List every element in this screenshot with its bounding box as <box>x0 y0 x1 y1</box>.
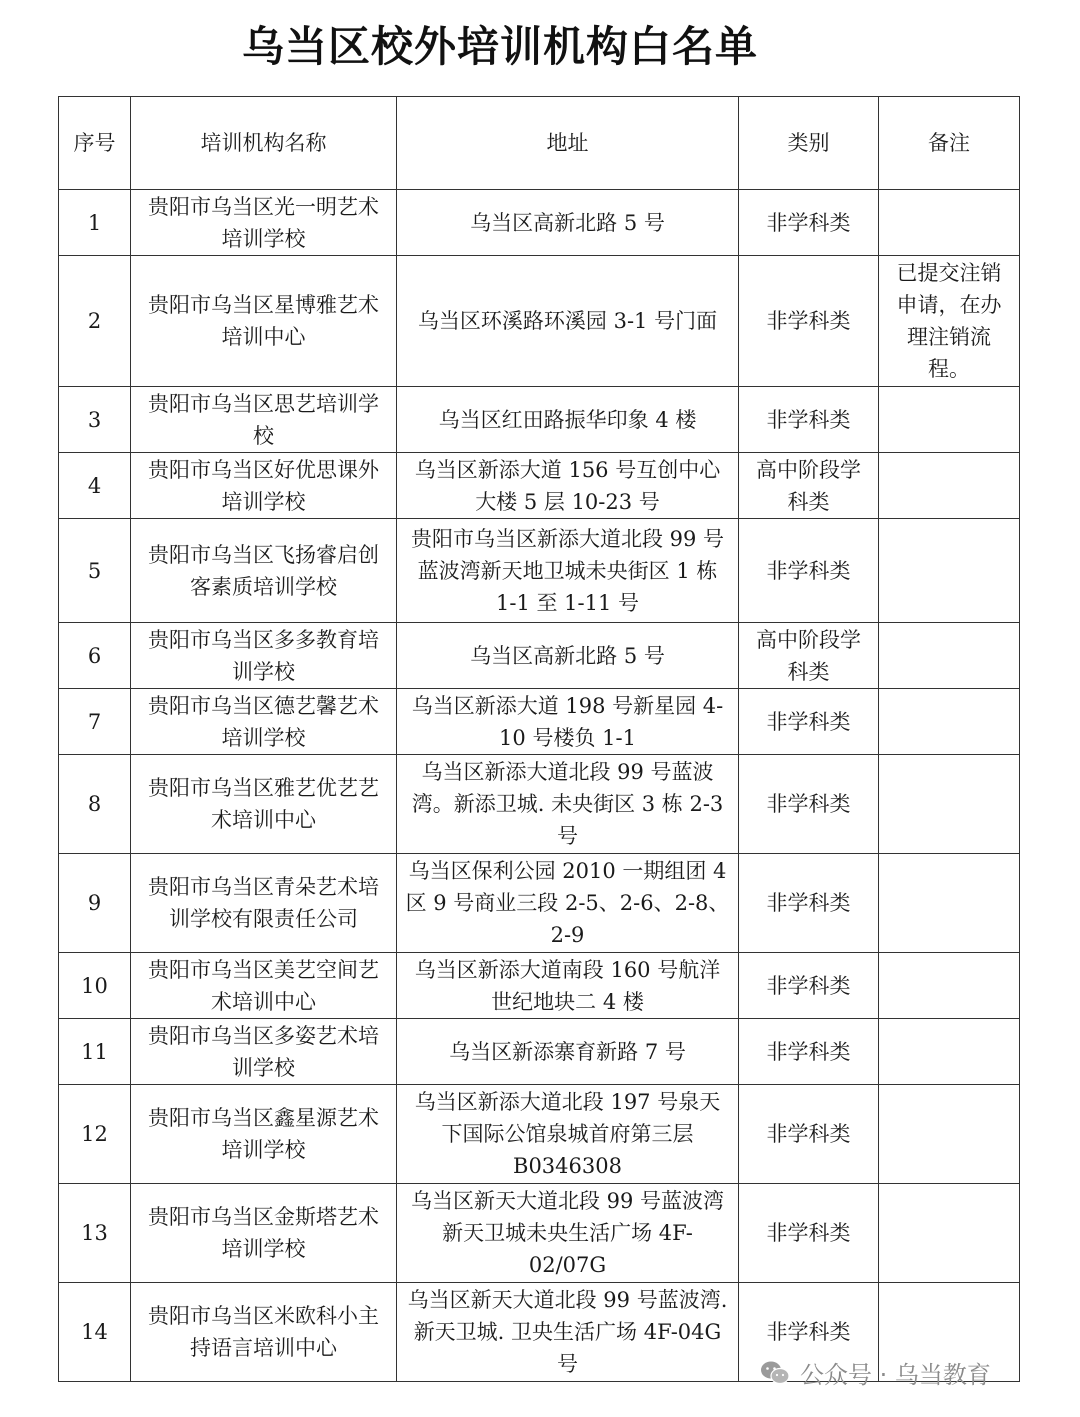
table-row <box>59 519 1020 623</box>
cell-number: 7 <box>59 689 131 755</box>
cell-address: 乌当区新添大道 156 号互创中心大楼 5 层 10-23 号 <box>397 453 739 519</box>
table-row <box>59 854 1020 953</box>
cell-address: 贵阳市乌当区新添大道北段 99 号蓝波湾新天地卫城未央街区 1 栋 1-1 至 1-11 号 <box>397 519 739 623</box>
table-row <box>59 453 1020 519</box>
cell-note <box>879 953 1020 1019</box>
cell-address: 乌当区新添大道北段 99 号蓝波湾。新添卫城. 未央街区 3 栋 2-3 号 <box>397 755 739 854</box>
header-note: 备注 <box>879 97 1020 190</box>
header-number: 序号 <box>59 97 131 190</box>
cell-number: 14 <box>59 1283 131 1382</box>
cell-institution-name: 贵阳市乌当区鑫星源艺术培训学校 <box>131 1085 397 1184</box>
cell-note <box>879 1184 1020 1283</box>
cell-category: 非学科类 <box>739 854 879 953</box>
table-row <box>59 953 1020 1019</box>
cell-note <box>879 387 1020 453</box>
cell-category: 高中阶段学科类 <box>739 453 879 519</box>
cell-address: 乌当区保利公园 2010 一期组团 4 区 9 号商业三段 2-5、2-6、2-8、2-9 <box>397 854 739 953</box>
cell-note <box>879 453 1020 519</box>
cell-number: 5 <box>59 519 131 623</box>
table-row <box>59 1085 1020 1184</box>
cell-address: 乌当区红田路振华印象 4 楼 <box>397 387 739 453</box>
cell-category: 非学科类 <box>739 1184 879 1283</box>
cell-category: 非学科类 <box>739 256 879 387</box>
cell-category: 非学科类 <box>739 953 879 1019</box>
cell-address: 乌当区环溪路环溪园 3-1 号门面 <box>397 256 739 387</box>
cell-number: 3 <box>59 387 131 453</box>
cell-category: 非学科类 <box>739 519 879 623</box>
cell-institution-name: 贵阳市乌当区思艺培训学校 <box>131 387 397 453</box>
cell-category: 高中阶段学科类 <box>739 623 879 689</box>
page-title: 乌当区校外培训机构白名单 <box>241 22 758 71</box>
cell-category: 非学科类 <box>739 755 879 854</box>
table-row <box>59 387 1020 453</box>
header-address: 地址 <box>397 97 739 190</box>
cell-institution-name: 贵阳市乌当区星博雅艺术培训中心 <box>131 256 397 387</box>
cell-category: 非学科类 <box>739 689 879 755</box>
cell-institution-name: 贵阳市乌当区好优思课外培训学校 <box>131 453 397 519</box>
cell-address: 乌当区新添寨育新路 7 号 <box>397 1019 739 1085</box>
cell-note <box>879 623 1020 689</box>
cell-number: 10 <box>59 953 131 1019</box>
cell-institution-name: 贵阳市乌当区米欧科小主持语言培训中心 <box>131 1283 397 1382</box>
table-row <box>59 755 1020 854</box>
watermark-text: 公众号 · 乌当教育 <box>800 1361 991 1389</box>
cell-number: 4 <box>59 453 131 519</box>
cell-address: 乌当区新添大道北段 197 号泉天下国际公馆泉城首府第三层 B0346308 <box>397 1085 739 1184</box>
cell-note: 已提交注销申请，在办理注销流程。 <box>879 256 1020 387</box>
cell-number: 9 <box>59 854 131 953</box>
whitelist-table <box>58 96 1020 1382</box>
cell-number: 13 <box>59 1184 131 1283</box>
cell-institution-name: 贵阳市乌当区德艺馨艺术培训学校 <box>131 689 397 755</box>
cell-institution-name: 贵阳市乌当区飞扬睿启创客素质培训学校 <box>131 519 397 623</box>
table-row <box>59 190 1020 256</box>
cell-note <box>879 689 1020 755</box>
header-institution-name: 培训机构名称 <box>131 97 397 190</box>
cell-institution-name: 贵阳市乌当区金斯塔艺术培训学校 <box>131 1184 397 1283</box>
cell-number: 2 <box>59 256 131 387</box>
table-row <box>59 623 1020 689</box>
cell-number: 8 <box>59 755 131 854</box>
wechat-icon <box>760 1360 790 1386</box>
cell-institution-name: 贵阳市乌当区光一明艺术培训学校 <box>131 190 397 256</box>
header-category: 类别 <box>739 97 879 190</box>
watermark <box>760 1355 991 1390</box>
cell-category: 非学科类 <box>739 387 879 453</box>
cell-category: 非学科类 <box>739 1283 879 1382</box>
cell-number: 1 <box>59 190 131 256</box>
cell-institution-name: 贵阳市乌当区多姿艺术培训学校 <box>131 1019 397 1085</box>
table-row <box>59 1019 1020 1085</box>
cell-note <box>879 755 1020 854</box>
cell-category: 非学科类 <box>739 1085 879 1184</box>
table-row <box>59 256 1020 387</box>
cell-note <box>879 854 1020 953</box>
table-header-row <box>59 97 1020 190</box>
cell-institution-name: 贵阳市乌当区多多教育培训学校 <box>131 623 397 689</box>
table-row <box>59 1184 1020 1283</box>
cell-number: 11 <box>59 1019 131 1085</box>
cell-address: 乌当区新添大道 198 号新星园 4-10 号楼负 1-1 <box>397 689 739 755</box>
cell-institution-name: 贵阳市乌当区雅艺优艺艺术培训中心 <box>131 755 397 854</box>
cell-address: 乌当区新天大道北段 99 号蓝波湾新天卫城未央生活广场 4F-02/07G <box>397 1184 739 1283</box>
cell-note <box>879 1019 1020 1085</box>
cell-address: 乌当区高新北路 5 号 <box>397 623 739 689</box>
cell-institution-name: 贵阳市乌当区青朵艺术培训学校有限责任公司 <box>131 854 397 953</box>
cell-institution-name: 贵阳市乌当区美艺空间艺术培训中心 <box>131 953 397 1019</box>
cell-number: 6 <box>59 623 131 689</box>
cell-category: 非学科类 <box>739 1019 879 1085</box>
cell-address: 乌当区高新北路 5 号 <box>397 190 739 256</box>
cell-note <box>879 519 1020 623</box>
cell-address: 乌当区新天大道北段 99 号蓝波湾. 新天卫城. 卫央生活广场 4F-04G 号 <box>397 1283 739 1382</box>
cell-note <box>879 1085 1020 1184</box>
cell-address: 乌当区新添大道南段 160 号航洋世纪地块二 4 楼 <box>397 953 739 1019</box>
cell-number: 12 <box>59 1085 131 1184</box>
cell-note <box>879 190 1020 256</box>
cell-category: 非学科类 <box>739 190 879 256</box>
table-row <box>59 689 1020 755</box>
